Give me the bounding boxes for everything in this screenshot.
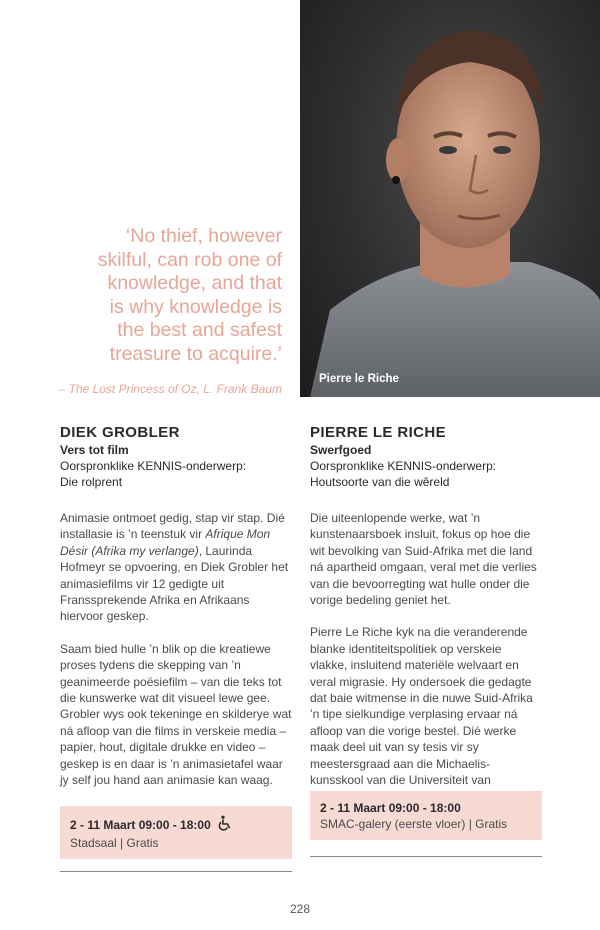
artist-photo — [300, 0, 600, 397]
event-venue: Stadsaal | Gratis — [70, 836, 159, 850]
event-datetime: 2 - 11 Maart 09:00 - 18:00 — [320, 801, 461, 815]
description-paragraph: Pierre Le Riche kyk na die veranderende blanke identiteitspolitiek op verskeie vlakke, insluitend materiële welvaart en veral migrasie. Hy ondersoek die gedagte dat baie witmense in die nuwe Suid-Afrika ’n tipe sielkundige verplasing ervaar ná afloop van die vorige bestel. Dié werke maak deel uit van sy tesis vir sy meestersgraad aan die Michaelis-kunsskool van die Universiteit van — [310, 625, 533, 788]
quote-line: skilful, can rob one of — [97, 248, 282, 271]
artist-description — [60, 510, 292, 789]
divider — [310, 856, 542, 857]
event-datetime — [70, 815, 282, 835]
description-paragraph: Die uiteenlopende werke, wat ’n kunstenaarsboek insluit, fokus op hoe die wit bevolking van Suid-Afrika met die land ná apartheid omgaan, veral met die verlies van die bevoorregting wat hulle onder die vorige bedeling geniet het. — [310, 511, 537, 608]
description-paragraph: Saam bied hulle ’n blik op die kreatiewe proses tydens die skepping van ’n geanimeerde poësiefilm – van die teks tot die kunswerke wat dit visueel lewe gee. Grobler wys ook tekeninge en skilderye wat ná afloop van die films in verskeie media – papier, hout, digitale drukke en video – geskep is en daar is ’n animasietafel waar jy self jou hand aan animasie kan waag. — [60, 641, 292, 788]
artist-description — [310, 510, 542, 805]
event-venue: SMAC-galery (eerste vloer) | Gratis — [320, 817, 508, 831]
artist-name: PIERRE LE RICHE — [310, 424, 447, 441]
quote-line: is why knowledge is — [109, 295, 282, 318]
topic-value: Die rolprent — [60, 475, 123, 489]
quote-line: knowledge, and that — [107, 272, 282, 295]
event-info-box-le-riche — [310, 791, 542, 840]
description-paragraph — [60, 510, 292, 625]
topic-label: Oorspronklike KENNIS-onderwerp: — [60, 459, 247, 473]
text-run: Animasie ontmoet gedig, stap vir stap. Dié installasie is ’n teenstuk vir — [60, 511, 285, 542]
artist-column-grobler — [60, 424, 292, 805]
page-number: 228 — [289, 902, 311, 916]
quote-attribution: – The Lost Princess of Oz, L. Frank Baum — [58, 382, 282, 396]
italic-title: Afrique Mon Désir (Afrika my verlange) — [60, 527, 271, 558]
quote-line: the best and safest — [117, 319, 282, 342]
photo-caption: Pierre le Riche — [319, 373, 399, 385]
text-run: , Laurinda Hofmeyr se opvoering, en Diek Grobler het animasiefilms vir 12 gedigte uit Franssprekende Afrika en Afrikaans hiervoor geskep. — [60, 543, 289, 624]
pull-quote — [40, 225, 282, 367]
topic-value: Houtsoorte van die wêreld — [310, 475, 450, 489]
divider — [60, 871, 292, 872]
artist-column-le-riche — [310, 424, 542, 821]
portrait-illustration — [300, 0, 600, 397]
topic-label: Oorspronklike KENNIS-onderwerp: — [310, 459, 497, 473]
work-title: Vers tot film — [60, 443, 129, 457]
event-info-box-grobler — [60, 806, 292, 859]
work-title: Swerfgoed — [310, 443, 372, 457]
quote-line: treasure to acquire.’ — [109, 342, 282, 365]
quote-line: ‘No thief, however — [125, 225, 282, 247]
wheelchair-icon — [217, 815, 233, 835]
artist-name: DIEK GROBLER — [60, 424, 180, 441]
event-datetime-text: 2 - 11 Maart 09:00 - 18:00 — [70, 818, 211, 832]
